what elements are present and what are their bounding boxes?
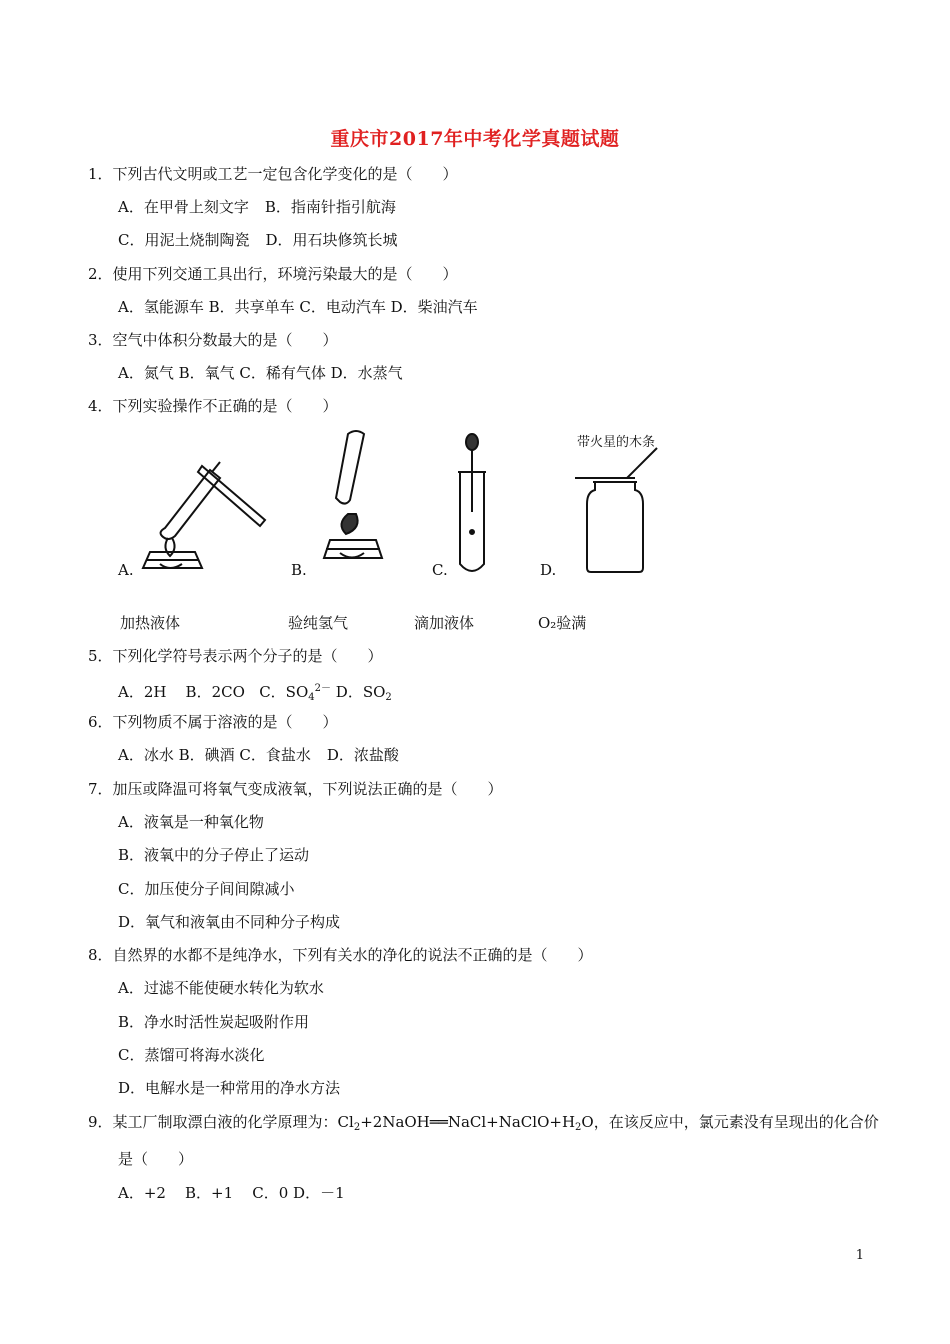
figure-a-label: A.	[118, 561, 134, 579]
option-b: B．指南针指引航海	[264, 198, 396, 216]
figure-d-caption: O₂验满	[538, 614, 587, 632]
question-8-option-b: B．净水时活性炭起吸附作用	[118, 1013, 310, 1031]
question-3-stem: 3．空气中体积分数最大的是（ ）	[88, 331, 338, 349]
question-2-options: A．氢能源车 B．共享单车 C．电动汽车 D．柴油汽车	[118, 298, 478, 316]
figure-d-label: D.	[540, 561, 557, 579]
question-7-option-b: B．液氧中的分子停止了运动	[118, 846, 310, 864]
page-title: 重庆市2017年中考化学真题试题	[330, 128, 620, 150]
option-c: C．用泥土烧制陶瓷	[118, 231, 250, 249]
option-d: D．用石块修筑长城	[265, 231, 398, 249]
figure-d-oxygen-check	[565, 446, 665, 576]
option-b: B．2CO	[185, 683, 245, 701]
option-a: A．2H	[118, 683, 167, 701]
option-c: C．$SO_4^{2-}$	[259, 683, 332, 703]
question-9-stem-cont: 是（ ）	[118, 1150, 194, 1168]
figure-c-dropping-liquid	[452, 432, 492, 580]
question-1-options-row2	[118, 230, 398, 250]
figure-c-caption: 滴加液体	[414, 614, 475, 632]
question-1-stem: 1．下列古代文明或工艺一定包含化学变化的是（ ）	[88, 165, 458, 183]
option-d: D．$SO_2$	[335, 683, 392, 703]
question-8-stem: 8．自然界的水都不是纯净水，下列有关水的净化的说法不正确的是（ ）	[88, 946, 593, 964]
question-2-stem: 2．使用下列交通工具出行，环境污染最大的是（ ）	[88, 265, 458, 283]
option-a: A．在甲骨上刻文字	[118, 198, 249, 216]
question-5-stem: 5．下列化学符号表示两个分子的是（ ）	[88, 647, 383, 665]
question-7-option-d: D．氧气和液氧由不同种分子构成	[118, 913, 341, 931]
question-6-options: A．冰水 B．碘酒 C．食盐水 D．浓盐酸	[118, 746, 399, 764]
figure-d-annotation: 带火星的木条	[577, 435, 656, 450]
figure-a-caption: 加热液体	[120, 614, 181, 632]
page-number: 1	[855, 1248, 864, 1263]
question-7-option-c: C．加压使分子间间隙减小	[118, 880, 295, 898]
question-4-stem: 4．下列实验操作不正确的是（ ）	[88, 397, 338, 415]
question-5-options	[118, 679, 392, 708]
question-9-stem: 9．某工厂制取漂白液的化学原理为：$Cl_2+2NaOH══NaCl+NaClO+H_2O$，在该反应中，氯元素没有呈现出的化合价	[88, 1113, 879, 1133]
figure-b-caption: 验纯氢气	[288, 614, 349, 632]
question-7-option-a: A．液氧是一种氧化物	[118, 813, 264, 831]
question-9-options: A．+2 B．+1 C．0 D．－1	[118, 1184, 345, 1202]
question-6-stem: 6．下列物质不属于溶液的是（ ）	[88, 713, 338, 731]
question-8-option-c: C．蒸馏可将海水淡化	[118, 1046, 265, 1064]
question-8-option-a: A．过滤不能使硬水转化为软水	[118, 979, 324, 997]
question-7-stem: 7．加压或降温可将氧气变成液氧，下列说法正确的是（ ）	[88, 780, 503, 798]
question-1-options-row1	[118, 197, 396, 217]
figure-c-label: C.	[432, 561, 448, 579]
question-3-options: A．氮气 B．氧气 C．稀有气体 D．水蒸气	[118, 364, 403, 382]
figure-b-hydrogen-purity	[318, 428, 388, 580]
figure-b-label: B.	[291, 561, 307, 579]
question-8-option-d: D．电解水是一种常用的净水方法	[118, 1079, 341, 1097]
figure-a-heating-liquid	[140, 440, 280, 580]
